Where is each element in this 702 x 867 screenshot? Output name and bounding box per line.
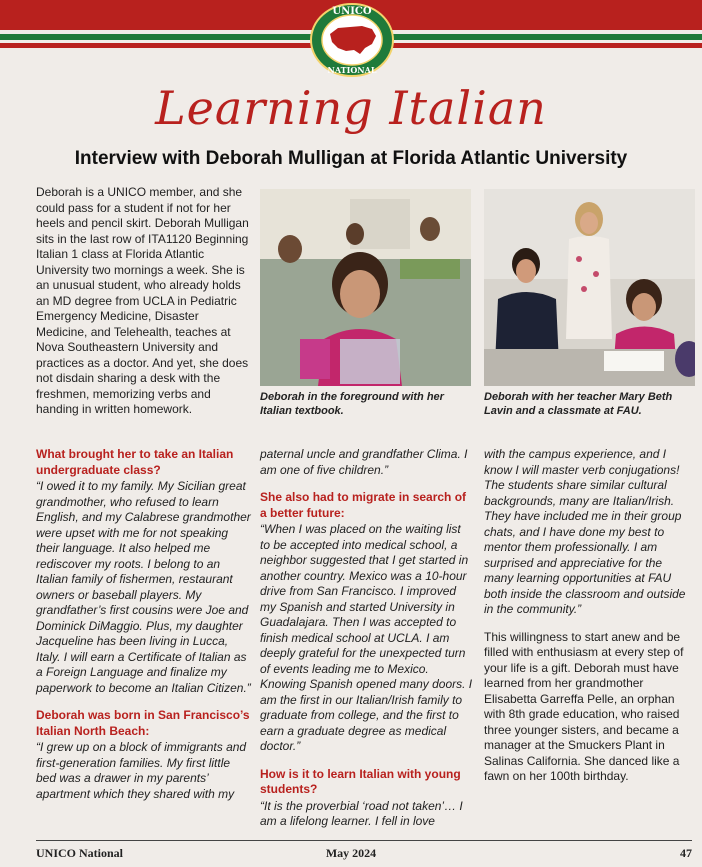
intro-paragraph: Deborah is a UNICO member, and she could pass for a student if not for her heels and pencil skirt. Deborah Mulligan sits in the last row of ITA1120 Beginning Italian 1 class at Florida Atlantic University two mornings a week. She is an unusual student, who already holds an MD degree from UCLA in Pediatric Emergency Medicine, Disaster Medicine, and Telehealth, teaches at Nova Southeastern University and practices as a doctor. And yet, she does not disdain sharing a desk with the freshmen, memorizing verbs and handing in written homework. (36, 185, 249, 416)
footer-page-number: 47 (680, 846, 692, 860)
classroom-photo-2 (484, 189, 695, 386)
question-heading: She also had to migrate in search of a better future: (260, 490, 467, 520)
article-column-2 (260, 447, 473, 842)
article-column-3 (484, 447, 694, 797)
unico-national-logo (310, 2, 394, 78)
footer-rule (36, 840, 692, 841)
answer-text: paternal uncle and grandfather Clima. I am one of five children.” (260, 447, 468, 477)
question-heading: Deborah was born in San Francisco’s Italian North Beach: (36, 708, 250, 738)
footer-date: May 2024 (325, 846, 377, 860)
answer-text: “When I was placed on the waiting list to be accepted into medical school, a neighbor suggested that I get started in another country. Mexico was a 10-hour drive from San Francisco. I improved my Spanish and started University in Guadalajara. Then I was accepted to finish medical school at UCLA. I am deeply grateful for the unexpected turn of events leading me to Mexico. Knowing Spanish opened many doors. I am the first in our Italian/Irish family to graduate from college, and the first to earn a graduate degree as medical doctor.” (260, 522, 473, 753)
page-subtitle: Interview with Deborah Mulligan at Florida Atlantic University (74, 148, 628, 169)
answer-text: “I owed it to my family. My Sicilian great grandmother, who refused to learn English, and my Calabrese grandmother were upset with me for not speaking their language. It also helped me rediscover my roots. I belong to an Italian family of fishermen, restaurant owners or baseball players. My grandfather’s first cousins were Joe and Dominick DiMaggio. Plus, my daughter Jacqueline has been living in Lucca, Italy. I will earn a Certificate of Italian as a Foreign Language and finalize my paperwork to become an Italian Citizen.” (36, 479, 251, 695)
logo-text-bottom: NATIONAL (327, 65, 377, 75)
classroom-photo-1 (260, 189, 471, 386)
answer-text: with the campus experience, and I know I will master verb conjugations! The students share similar cultural backgrounds, many are Italian/Irish. They have included me in their group chats, and I have done my best to mentor them professionally. I am surprised and appreciative for the many learning opportunities at FAU both inside the classroom and outside in the community.” (484, 447, 686, 616)
question-heading: How is it to learn Italian with young students? (260, 766, 461, 796)
answer-text: “I grew up on a block of immigrants and first-generation families. My first little bed was a drawer in my parents’ apartment which they shared with my (36, 740, 247, 801)
logo-text-top: UNICO (332, 6, 372, 17)
closing-paragraph: This willingness to start anew and be filled with enthusiasm at every step of your life is a gift. Deborah must have learned from her grandmother Elisabetta Garreffa Pelle, an orphan with 8th grade education, who raised three younger sisters, and became a manager at the Smuckers Plant in Salinas California. She danced like a fawn on her 100th birthday. (484, 629, 684, 783)
answer-text: “It is the proverbial ‘road not taken’… I am a lifelong learner. I fell in love (260, 798, 463, 828)
footer-publication: UNICO National (36, 846, 124, 860)
photo-caption-2: Deborah with her teacher Mary Beth Lavin and a classmate at FAU. (484, 391, 673, 417)
question-heading: What brought her to take an Italian undergraduate class? (36, 447, 234, 477)
article-column-1 (36, 447, 251, 814)
page-title: Learning Italian (155, 81, 547, 135)
photo-caption-1: Deborah in the foreground with her Italian textbook. (260, 391, 444, 417)
